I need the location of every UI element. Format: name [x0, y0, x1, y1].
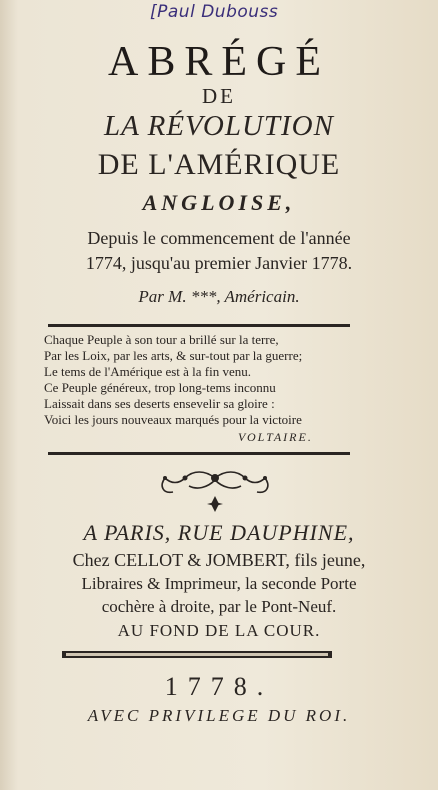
subtitle-line-1: Depuis le commencement de l'année	[87, 228, 351, 248]
imprint-city: A PARIS, RUE DAUPHINE,	[83, 520, 355, 545]
epigraph	[44, 332, 364, 428]
epigraph-line: Ce Peuple généreux, trop long-tems inconnu	[44, 380, 276, 395]
imprint-publisher: Chez CELLOT & JOMBERT, fils jeune,	[72, 550, 366, 570]
title-amerique: DE L'AMÉRIQUE	[97, 148, 341, 181]
publication-year: 1778.	[164, 672, 274, 701]
epigraph-line: Par les Loix, par les arts, & sur-tout par la guerre;	[44, 348, 303, 363]
title-angloise: ANGLOISE,	[142, 190, 296, 215]
epigraph-signature: VOLTAIRE.	[238, 430, 313, 444]
title-revolution: LA RÉVOLUTION	[104, 110, 334, 142]
title-de: DE	[202, 84, 236, 108]
handwritten-annotation: [Paul Dubouss	[150, 2, 279, 22]
epigraph-line: Laissait dans ses deserts ensevelir sa gloire :	[44, 396, 275, 411]
top-rule	[48, 324, 350, 327]
imprint-line-3: Libraires & Imprimeur, la seconde Porte	[81, 574, 357, 593]
bottom-rule	[48, 452, 350, 455]
epigraph-line: Chaque Peuple à son tour a brillé sur la terre,	[44, 332, 279, 347]
author-line: Par M. ***, Américain.	[138, 287, 300, 306]
floral-ornament-icon	[145, 466, 285, 518]
imprint-line-5: AU FOND DE LA COUR.	[117, 621, 321, 640]
subtitle-line-2: 1774, jusqu'au premier Janvier 1778.	[85, 253, 353, 273]
title-abrege: ABRÉGÉ	[108, 39, 330, 85]
privilege-line: AVEC PRIVILEGE DU ROI.	[87, 706, 351, 725]
double-rule	[62, 651, 332, 658]
epigraph-line: Le tems de l'Amérique est à la fin venu.	[44, 364, 252, 379]
imprint-line-4: cochère à droite, par le Pont-Neuf.	[101, 597, 337, 616]
epigraph-line: Voici les jours nouveaux marqués pour la victoire	[44, 412, 302, 427]
